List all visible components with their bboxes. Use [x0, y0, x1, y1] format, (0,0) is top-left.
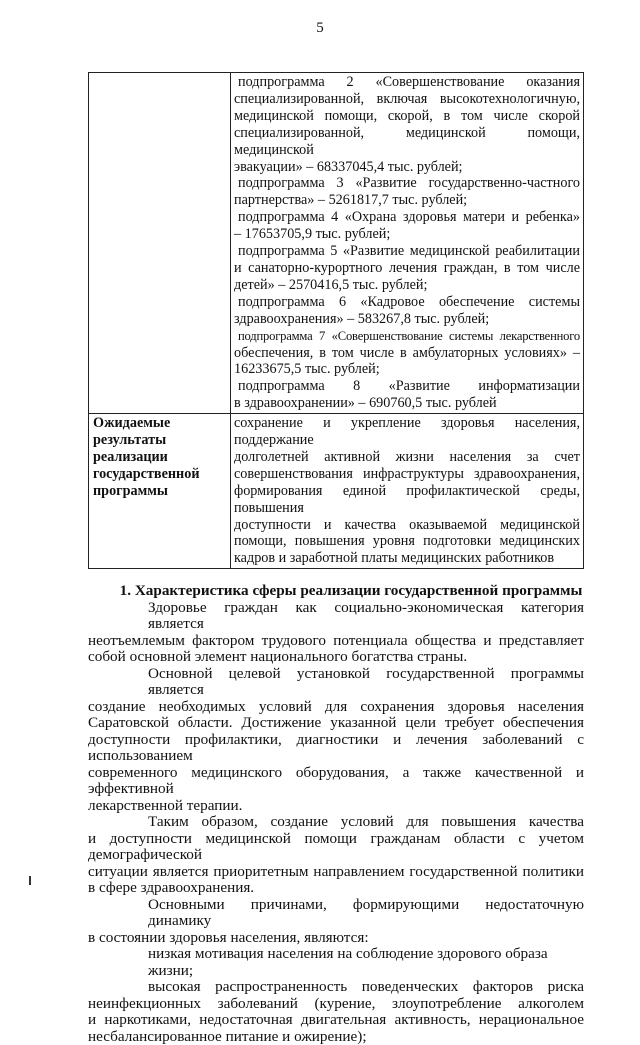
label-line: результаты	[93, 432, 167, 449]
text-line: Здоровье граждан как социально-экономическая категория является	[148, 598, 584, 633]
text-line: совершенствования инфраструктуры здравоохранения,	[234, 465, 580, 482]
text-line: помощи, повышения уровня подготовки медицинских	[234, 533, 580, 550]
text-line: медицинской помощи, скорой, в том числе скорой	[234, 107, 580, 124]
text-line: и санаторно-курортного лечения граждан, в том числе	[234, 259, 580, 276]
text-line: специализированной, медицинской помощи, медицинской	[234, 124, 580, 158]
text-line: и наркотиками, недостаточная двигательная активность, нерациональное	[88, 1011, 584, 1029]
text-line: – 17653705,9 тыс. рублей;	[234, 226, 391, 243]
text-line: неотъемлемым фактором трудового потенциала общества и представляет	[88, 631, 584, 649]
label-line: Ожидаемые	[93, 415, 171, 432]
text-line: здравоохранения» – 583267,8 тыс. рублей;	[234, 310, 490, 327]
section-text	[88, 600, 584, 1045]
text-line: обеспечения, в том числе в амбулаторных условиях» –	[234, 344, 580, 361]
text-line: низкая мотивация населения на соблюдение здорового образа жизни;	[148, 945, 548, 979]
text-line: специализированной, включая высокотехнологичную,	[234, 90, 580, 107]
label-line: государственной	[93, 465, 200, 482]
page-content	[88, 72, 584, 1045]
text-line: подпрограмма 5 «Развитие медицинской реабилитации	[238, 243, 580, 260]
text-line: лекарственной терапии.	[88, 796, 243, 814]
section-body	[88, 583, 584, 1045]
text-line: подпрограмма 4 «Охрана здоровья матери и ребенка»	[238, 209, 580, 226]
text-line: подпрограмма 8 «Развитие информатизации	[238, 378, 580, 395]
text-line: создание необходимых условий для сохранения здоровья населения	[88, 697, 584, 715]
table-row	[89, 73, 584, 414]
text-line: партнерства» – 5261817,7 тыс. рублей;	[234, 192, 468, 209]
text-line: 16233675,5 тыс. рублей;	[234, 361, 380, 378]
text-line: в состоянии здоровья населения, являются:	[88, 928, 369, 946]
scan-mark	[29, 876, 31, 885]
text-line: Таким образом, создание условий для повышения качества	[148, 813, 584, 831]
text-line: Саратовской области. Достижение указанной цели требует обеспечения	[88, 714, 584, 732]
text-line: сохранение и укрепление здоровья населения, поддержание	[234, 415, 580, 449]
text-line: и доступности медицинской помощи гражданам области с учетом демографической	[88, 829, 584, 864]
text-line: собой основной элемент национального богатства страны.	[88, 648, 468, 666]
text-line: подпрограмма 3 «Развитие государственно-частного	[238, 175, 580, 192]
text-line: подпрограмма 6 «Кадровое обеспечение системы	[238, 293, 580, 310]
text-line: в здравоохранении» – 690760,5 тыс. рублей	[234, 395, 497, 412]
row-content	[231, 414, 584, 569]
program-passport-table	[88, 72, 584, 569]
label-line: реализации	[93, 448, 168, 465]
text-line: эвакуации» – 68337045,4 тыс. рублей;	[234, 158, 463, 175]
text-line: Основными причинами, формирующими недостаточную динамику	[148, 895, 584, 930]
text-line: несбалансированное питание и ожирение);	[88, 1027, 367, 1045]
text-line: высокая распространенность поведенческих факторов риска	[148, 978, 584, 996]
text-line: неинфекционных заболеваний (курение, злоупотребление алкоголем	[88, 994, 584, 1012]
label-line: программы	[93, 482, 168, 499]
section-heading: 1. Характеристика сферы реализации государственной программы	[119, 582, 583, 600]
text-line: ситуации является приоритетным направлением государственной политики	[88, 862, 584, 880]
text-line: формирования единой профилактической среды, повышения	[234, 482, 580, 516]
text-line: в сфере здравоохранения.	[88, 879, 255, 897]
text-line: современного медицинского оборудования, а также качественной и эффективной	[88, 763, 584, 798]
row-content	[231, 73, 584, 414]
row-label	[89, 414, 231, 569]
text-line: подпрограмма 2 «Совершенствование оказания	[238, 74, 580, 90]
text-line: подпрограмма 7 «Совершенствование системы лекарственного	[238, 328, 580, 343]
text-line: долголетней активной жизни населения за счет	[234, 448, 580, 465]
text-line: доступности профилактики, диагностики и лечения заболеваний с использованием	[88, 730, 584, 765]
text-line: кадров и заработной платы медицинских работников	[234, 550, 555, 567]
row-label	[89, 73, 231, 414]
text-line: детей» – 2570416,5 тыс. рублей;	[234, 276, 428, 293]
text-line: доступности и качества оказываемой медицинской	[234, 516, 580, 533]
text-line: Основной целевой установкой государственной программы является	[148, 664, 584, 699]
page-number: 5	[316, 20, 324, 36]
table-row	[89, 414, 584, 569]
